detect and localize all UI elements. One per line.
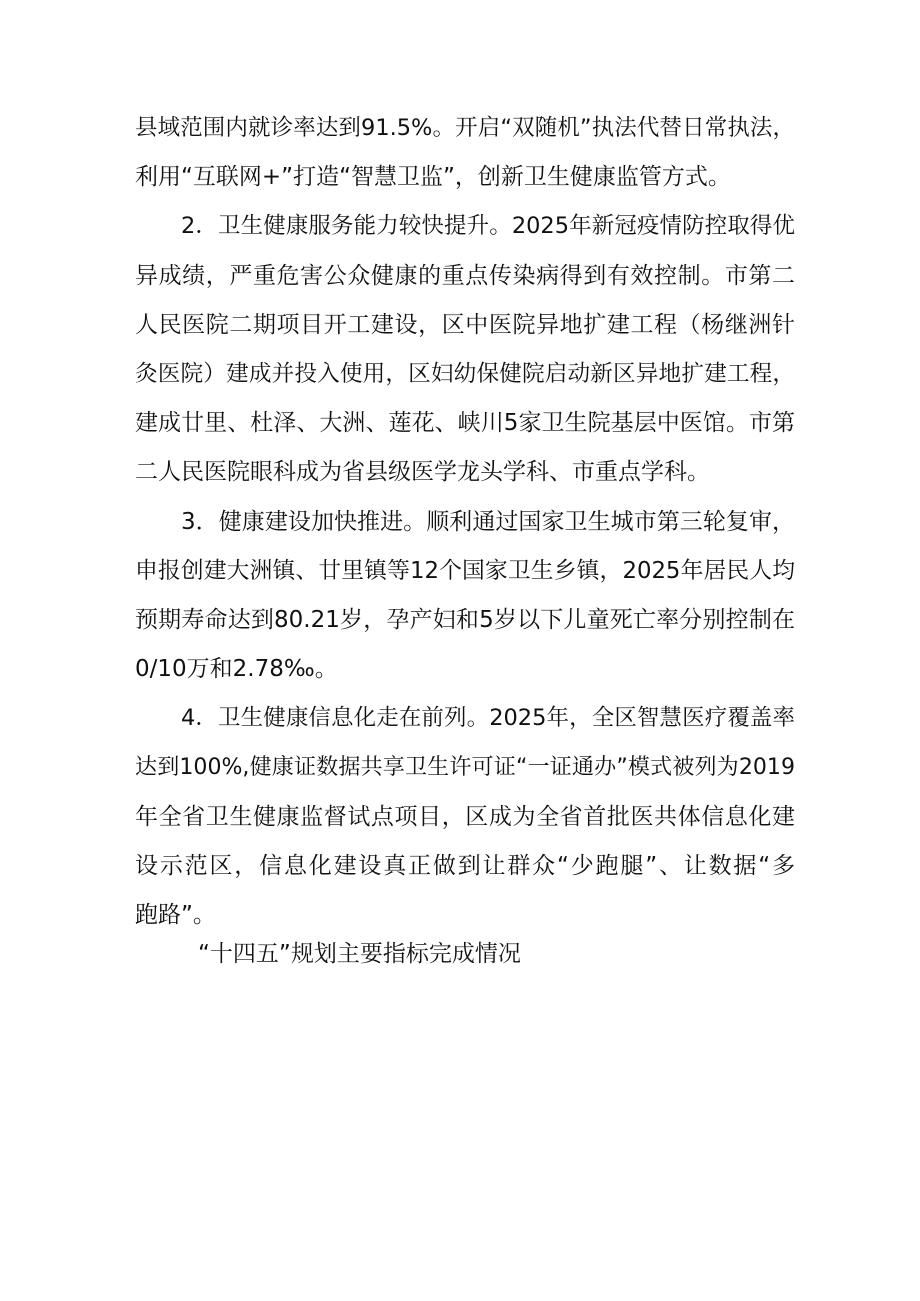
text-line: 3．健康建设加快推进。顺利通过国家卫生城市第三轮复审， [181,508,795,535]
paragraph-continuation [135,104,795,202]
text-line: 达到100%,健康证数据共享卫生许可证“一证通办”模式被列为2019 [135,755,795,781]
text-line: 灸医院）建成并投入使用，区妇幼保健院启动新区异地扩建工程， [135,360,795,387]
text-line: 年全省卫生健康监督试点项目，区成为全省首批医共体信息化建 [135,803,795,830]
paragraph-4 [135,694,795,940]
text-line: 建成廿里、杜泽、大洲、莲花、峡川5家卫生院基层中医馆。市第 [135,410,795,437]
text-line: 二人民医院眼科成为省县级医学龙头学科、市重点学科。 [135,459,710,486]
text-line: 0/10万和2.78‰。 [135,656,338,683]
text-line: 利用“互联网+”打造“智慧卫监”，创新卫生健康监管方式。 [135,164,731,191]
text-line: 申报创建大洲镇、廿里镇等12个国家卫生乡镇，2025年居民人均 [135,557,795,584]
text-line: 2．卫生健康服务能力较快提升。2025年新冠疫情防控取得优 [181,213,795,240]
paragraph-3 [135,498,795,695]
table-caption: “十四五”规划主要指标完成情况 [198,941,521,967]
text-line: 异成绩，严重危害公众健康的重点传染病得到有效控制。市第二 [135,262,795,289]
text-line: 预期寿命达到80.21岁，孕产妇和5岁以下儿童死亡率分别控制在 [135,606,795,633]
paragraph-2 [135,202,795,497]
text-line: 县域范围内就诊率达到91.5%。开启“双随机”执法代替日常执法， [135,115,795,141]
document-body [135,104,795,940]
text-line: 人民医院二期项目开工建设，区中医院异地扩建工程（杨继洲针 [135,311,795,338]
text-line: 跑路”。 [135,902,216,928]
text-line: 4．卫生健康信息化走在前列。2025年，全区智慧医疗覆盖率 [181,705,795,732]
text-line: 设示范区，信息化建设真正做到让群众“少跑腿”、让数据“多 [135,852,795,879]
